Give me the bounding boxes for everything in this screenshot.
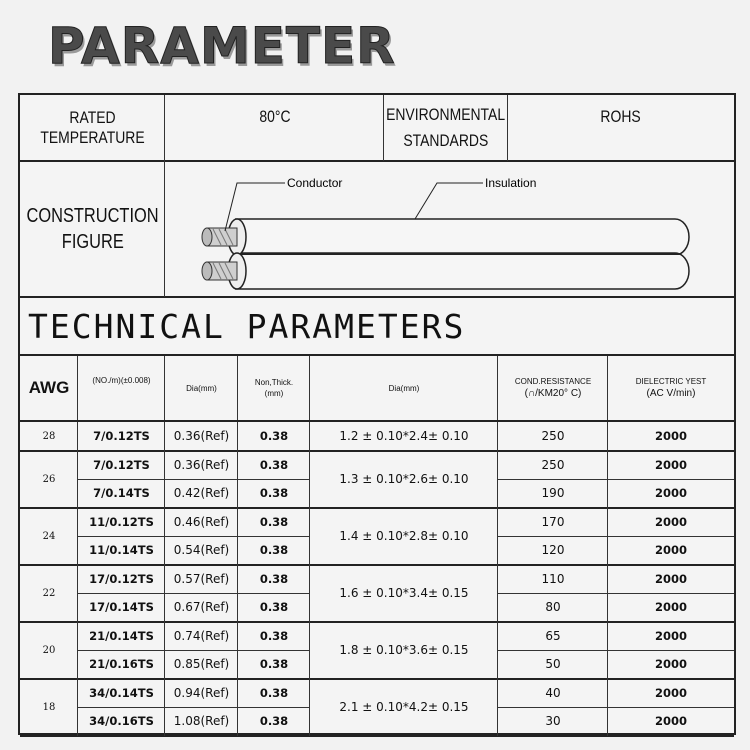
dielectric-cell: 2000 xyxy=(654,429,687,444)
column-divider xyxy=(237,355,238,736)
thickness-cell: 0.38 xyxy=(259,543,289,558)
strand-cell: 34/0.16TS xyxy=(89,714,154,729)
thickness-cell: 0.38 xyxy=(259,657,289,672)
row-divider xyxy=(78,650,310,651)
resistance-cell: 190 xyxy=(541,486,565,501)
thickness-cell: 0.38 xyxy=(259,486,289,501)
thickness-header-line1: Non,Thick. xyxy=(254,378,294,387)
strand-cell: 7/0.14TS xyxy=(93,486,150,501)
row-divider xyxy=(498,536,734,537)
thickness-cell: 0.38 xyxy=(259,628,289,643)
resistance-cell: 65 xyxy=(545,628,561,643)
rated-temperature-value-text: 80°C xyxy=(258,107,291,126)
rated-temperature-value xyxy=(165,95,384,139)
thickness-cell: 0.38 xyxy=(259,714,289,729)
strand-cell: 21/0.16TS xyxy=(89,657,154,672)
column-divider xyxy=(309,355,310,736)
resistance-cell: 120 xyxy=(541,543,565,558)
column-divider xyxy=(607,355,608,736)
row-divider xyxy=(498,593,734,594)
dielectric-cell: 2000 xyxy=(654,571,687,586)
dia-cell: 0.85(Ref) xyxy=(173,657,230,672)
conductor-label: Conductor xyxy=(287,176,343,190)
row-divider xyxy=(20,160,734,162)
resistance-cell: 170 xyxy=(541,514,565,529)
dielectric-header xyxy=(608,355,734,421)
resistance-cell: 250 xyxy=(541,457,565,472)
strand-cell: 7/0.12TS xyxy=(93,457,150,472)
dia-cell: 0.74(Ref) xyxy=(173,628,230,643)
row-divider xyxy=(20,420,734,422)
overall-dia-header: Dia(mm) xyxy=(388,383,420,393)
construction-figure xyxy=(165,161,734,297)
column-divider xyxy=(164,95,165,297)
row-divider xyxy=(498,479,734,480)
dia-cell: 0.67(Ref) xyxy=(173,600,230,615)
construction-label-line2: FIGURE xyxy=(61,231,124,253)
environmental-standards-value xyxy=(508,95,734,139)
resistance-cell: 30 xyxy=(545,714,561,729)
strand-cell: 7/0.12TS xyxy=(93,429,150,444)
awg-cell: 22 xyxy=(42,587,56,599)
row-divider xyxy=(20,296,734,298)
awg-cell: 18 xyxy=(42,701,56,713)
dielectric-cell: 2000 xyxy=(654,514,687,529)
resistance-cell: 80 xyxy=(545,600,561,615)
dielectric-cell: 2000 xyxy=(654,628,687,643)
awg-cell: 20 xyxy=(42,644,56,656)
column-divider xyxy=(77,355,78,736)
group-divider xyxy=(20,735,734,737)
dia-cell: 0.54(Ref) xyxy=(173,543,230,558)
environmental-value-text: ROHS xyxy=(600,107,642,126)
strand-cell: 21/0.14TS xyxy=(89,628,154,643)
thickness-cell: 0.38 xyxy=(259,685,289,700)
environmental-standards-label xyxy=(384,95,508,161)
dielectric-cell: 2000 xyxy=(654,543,687,558)
row-divider xyxy=(498,650,734,651)
strand-cell: 17/0.12TS xyxy=(89,571,154,586)
column-divider xyxy=(383,95,384,161)
overall-dia-cell: 1.4 ± 0.10*2.8± 0.10 xyxy=(339,529,469,543)
dielectric-cell: 2000 xyxy=(654,685,687,700)
rated-temperature-label xyxy=(20,95,165,161)
thickness-cell: 0.38 xyxy=(259,457,289,472)
strand-cell: 34/0.14TS xyxy=(89,685,154,700)
technical-parameters-title: TECHNICAL PARAMETERS xyxy=(28,306,466,346)
thickness-cell: 0.38 xyxy=(259,514,289,529)
cable-illustration xyxy=(165,161,734,297)
awg-cell: 24 xyxy=(42,530,56,542)
dielectric-cell: 2000 xyxy=(654,714,687,729)
thickness-cell: 0.38 xyxy=(259,429,289,444)
awg-cell: 28 xyxy=(42,430,56,442)
thickness-header xyxy=(238,355,310,421)
strand-cell: 17/0.14TS xyxy=(89,600,154,615)
thickness-cell: 0.38 xyxy=(259,600,289,615)
strand-cell: 11/0.12TS xyxy=(89,514,154,529)
row-divider xyxy=(78,479,310,480)
dielectric-header-line1: DIELECTRIC YEST xyxy=(635,376,707,386)
resistance-header-line1: COND.RESISTANCE xyxy=(514,376,592,386)
rated-temperature-label-text: RATED TEMPERATURE xyxy=(40,108,145,147)
row-divider xyxy=(78,707,310,708)
insulation-label: Insulation xyxy=(485,176,537,190)
column-divider xyxy=(507,95,508,161)
environmental-label-line1: ENVIRONMENTAL xyxy=(386,105,506,124)
dia-cell: 0.36(Ref) xyxy=(173,429,230,444)
page-title: PARAMETER xyxy=(48,17,396,75)
overall-dia-cell: 1.6 ± 0.10*3.4± 0.15 xyxy=(339,586,469,600)
dia-header: Dia(mm) xyxy=(186,383,217,393)
resistance-header-line2: (∩/KM20° C) xyxy=(524,387,582,399)
dia-cell: 0.57(Ref) xyxy=(173,571,230,586)
dielectric-cell: 2000 xyxy=(654,457,687,472)
row-divider xyxy=(78,536,310,537)
row-divider xyxy=(20,354,734,356)
strand-cell: 11/0.14TS xyxy=(89,543,154,558)
environmental-label-line2: STANDARDS xyxy=(403,131,489,150)
resistance-cell: 250 xyxy=(541,429,565,444)
dielectric-cell: 2000 xyxy=(654,600,687,615)
awg-header: AWG xyxy=(28,378,70,397)
strand-header: (NO./m)(±0.008) xyxy=(92,375,151,385)
resistance-cell: 40 xyxy=(545,685,561,700)
dielectric-header-line2: (AC V/min) xyxy=(646,387,696,399)
overall-dia-cell: 1.8 ± 0.10*3.6± 0.15 xyxy=(339,643,469,657)
awg-cell: 26 xyxy=(42,473,56,485)
overall-dia-cell: 2.1 ± 0.10*4.2± 0.15 xyxy=(339,700,469,714)
dia-cell: 0.46(Ref) xyxy=(173,514,230,529)
dia-cell: 0.42(Ref) xyxy=(173,486,230,501)
construction-label-line1: CONSTRUCTION xyxy=(26,205,159,227)
overall-dia-cell: 1.2 ± 0.10*2.4± 0.10 xyxy=(339,429,469,444)
resistance-cell: 50 xyxy=(545,657,561,672)
construction-figure-label xyxy=(20,161,165,297)
column-divider xyxy=(164,355,165,736)
overall-dia-cell: 1.3 ± 0.10*2.6± 0.10 xyxy=(339,472,469,486)
dia-cell: 0.94(Ref) xyxy=(173,685,230,700)
resistance-cell: 110 xyxy=(541,571,565,586)
row-divider xyxy=(498,707,734,708)
parameter-table xyxy=(18,93,736,735)
dia-cell: 1.08(Ref) xyxy=(173,714,230,729)
dia-cell: 0.36(Ref) xyxy=(173,457,230,472)
dielectric-cell: 2000 xyxy=(654,657,687,672)
row-divider xyxy=(78,593,310,594)
thickness-cell: 0.38 xyxy=(259,571,289,586)
thickness-header-line2: (mm) xyxy=(264,389,284,398)
column-divider xyxy=(497,355,498,736)
resistance-header xyxy=(498,355,608,421)
dielectric-cell: 2000 xyxy=(654,486,687,501)
